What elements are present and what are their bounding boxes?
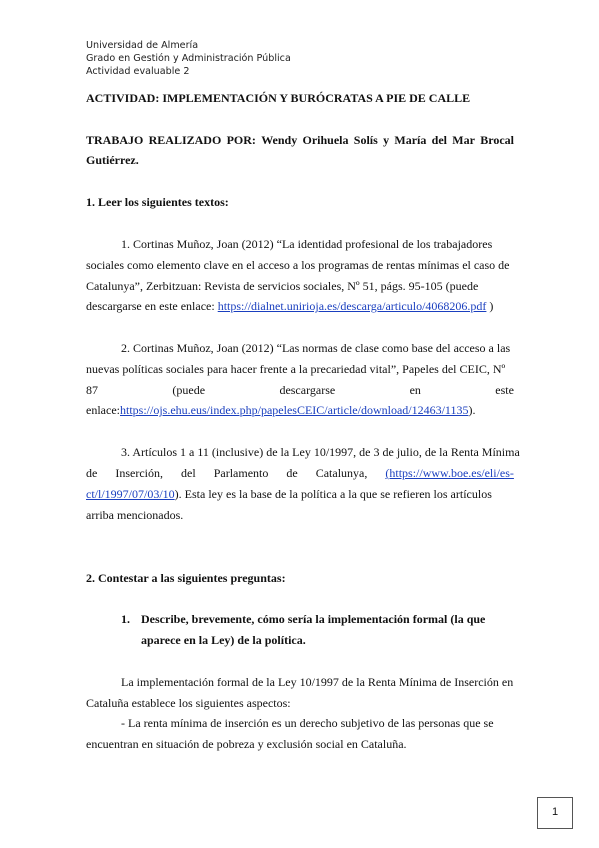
- question-1-line-2: aparece en la Ley) de la política.: [141, 633, 306, 647]
- page-box-gap: [552, 826, 559, 827]
- authors-word: María: [394, 133, 427, 147]
- authors-word: y: [383, 133, 390, 147]
- ref3-link-part-2[interactable]: ct/l/1997/07/03/10: [86, 487, 175, 501]
- ref3-line-1: 3. Artículos 1 a 11 (inclusive) de la Ley 10/1997, de 3 de julio, de la Renta Mínima: [121, 445, 520, 459]
- ref2-link-prefix: enlace:: [86, 403, 120, 417]
- ref2-line-1: 2. Cortinas Muñoz, Joan (2012) “Las normas de clase como base del acceso a las: [121, 341, 511, 355]
- ref3-word: Catalunya,: [315, 466, 368, 480]
- answer-line-3: - La renta mínima de inserción es un derecho subjetivo de las personas que se: [121, 716, 494, 730]
- ref2-word: 87: [86, 383, 98, 397]
- ref3-link-part-1[interactable]: (https://www.boe.es/eli/es-: [385, 466, 514, 480]
- authors-word: REALIZADO: [148, 133, 222, 147]
- ref3-line-3-text: ). Esta ley es la base de la política a la que se refieren los artículos: [174, 487, 492, 501]
- ref3-line-3: [86, 487, 492, 502]
- header-activity: Actividad evaluable 2: [86, 66, 190, 77]
- ref3-word: de: [286, 466, 298, 480]
- question-1-line-1: Describe, brevemente, cómo sería la implementación formal (la que: [141, 612, 486, 626]
- ref3-word: de: [86, 466, 98, 480]
- ref1-link-suffix: ): [486, 299, 494, 313]
- authors-word: TRABAJO: [86, 133, 144, 147]
- ref2-line-3: [86, 383, 514, 398]
- authors-line-2: Gutiérrez.: [86, 153, 139, 167]
- answer-line-2: Cataluña establece los siguientes aspectos:: [86, 696, 291, 710]
- ref1-line-4: [86, 299, 493, 314]
- authors-word: Brocal: [480, 133, 514, 147]
- ref2-line-2: nuevas políticas sociales para hacer frente a la precariedad vital”, Papeles del CEIC, Nº: [86, 362, 506, 376]
- page-number-box: [537, 797, 573, 829]
- document-title: ACTIVIDAD: IMPLEMENTACIÓN Y BURÓCRATAS A PIE DE CALLE: [86, 91, 471, 105]
- question-1-number: 1.: [121, 612, 130, 626]
- answer-line-1: La implementación formal de la Ley 10/1997 de la Renta Mínima de Inserción en: [121, 675, 514, 689]
- authors-line-1: [86, 133, 514, 148]
- header-university: Universidad de Almería: [86, 40, 199, 51]
- ref2-word: en: [409, 383, 421, 397]
- ref2-word: este: [495, 383, 514, 397]
- authors-word: Wendy: [261, 133, 298, 147]
- ref2-word: descargarse: [279, 383, 336, 397]
- ref2-line-4: [86, 403, 476, 418]
- ref2-link[interactable]: https://ojs.ehu.eus/index.php/papelesCEIC/article/download/12463/1135: [119, 403, 469, 417]
- ref1-link[interactable]: https://dialnet.unirioja.es/descarga/articulo/4068206.pdf: [217, 299, 487, 313]
- answer-line-4: encuentran en situación de pobreza y exclusión social en Cataluña.: [86, 737, 407, 751]
- ref3-line-2: [86, 466, 514, 481]
- section-1-heading: 1. Leer los siguientes textos:: [86, 195, 229, 209]
- ref2-link-suffix: ).: [468, 403, 476, 417]
- ref1-line-2: sociales como elemento clave en el acceso a los programas de rentas mínimas el caso de: [86, 258, 510, 272]
- ref3-word: Parlamento: [213, 466, 269, 480]
- ref3-line-4: arriba mencionados.: [86, 508, 184, 522]
- ref2-word: (puede: [172, 383, 206, 397]
- authors-word: Solís: [353, 133, 378, 147]
- ref1-link-prefix: descargarse en este enlace:: [86, 299, 218, 313]
- page-number: 1: [551, 806, 559, 818]
- header-degree: Grado en Gestión y Administración Pública: [86, 53, 291, 64]
- ref1-line-1: 1. Cortinas Muñoz, Joan (2012) “La identidad profesional de los trabajadores: [121, 237, 493, 251]
- ref1-line-3: Catalunya”, Zerbitzuan: Revista de servicios sociales, Nº 51, págs. 95-105 (puede: [86, 279, 479, 293]
- authors-word: del: [431, 133, 447, 147]
- authors-word: POR:: [226, 133, 256, 147]
- section-2-heading: 2. Contestar a las siguientes preguntas:: [86, 571, 286, 585]
- authors-word: Mar: [452, 133, 475, 147]
- ref3-word: Inserción,: [115, 466, 163, 480]
- ref3-word: del: [181, 466, 196, 480]
- authors-word: Orihuela: [302, 133, 349, 147]
